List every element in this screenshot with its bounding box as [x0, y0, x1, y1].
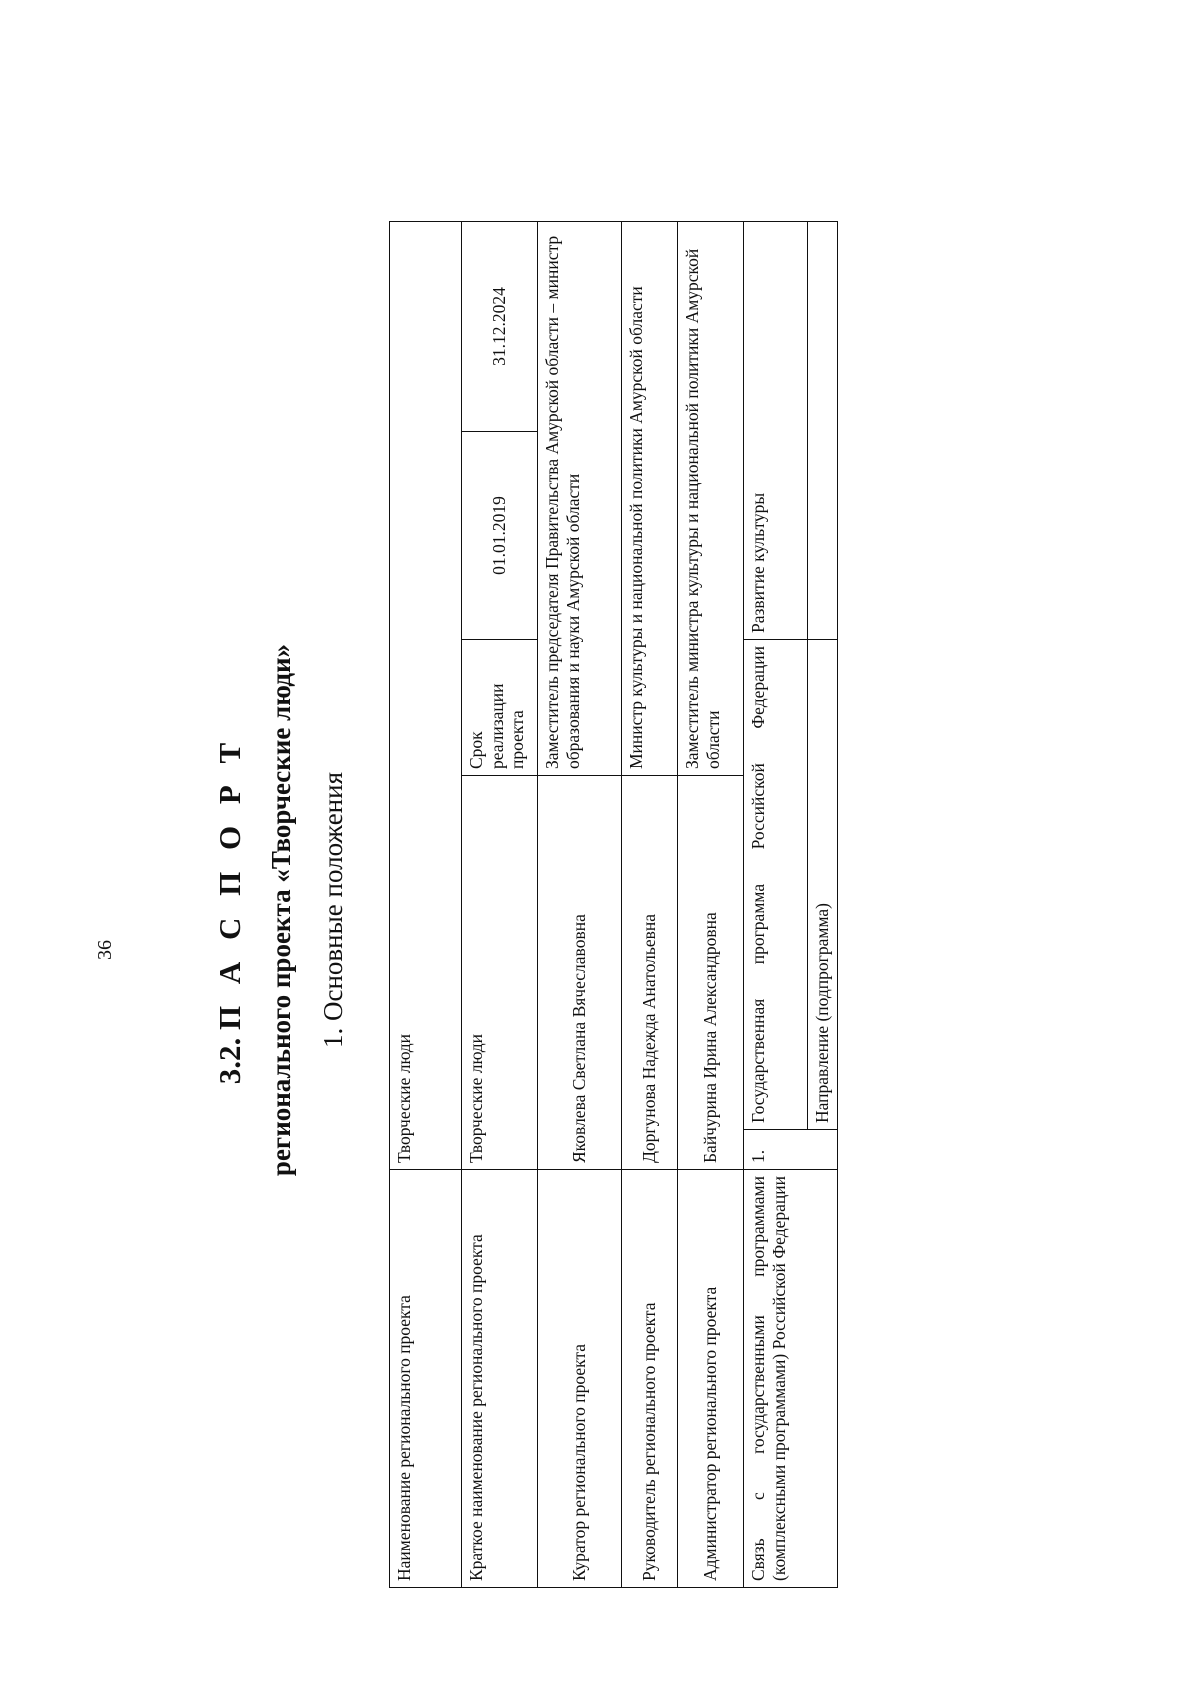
- admin-position: Заместитель министра культуры и национальной политики Амурской области: [678, 221, 744, 775]
- document-page: [20, 220, 1150, 1600]
- passport-word: П А С П О Р Т: [212, 735, 247, 1030]
- link-index: 1.: [744, 1130, 838, 1170]
- admin-name: Байчурина Ирина Александровна: [678, 776, 744, 1170]
- program-label: Государственная программа Российской Федерации: [744, 640, 808, 1130]
- table-row: [678, 221, 744, 1587]
- direction-value: [808, 221, 838, 639]
- page-number: 36: [94, 940, 116, 960]
- head-position: Министр культуры и национальной политики Амурской области: [622, 221, 678, 775]
- curator-position: Заместитель председателя Правительства Амурской области – министр образования и науки Амурской области: [538, 221, 622, 775]
- row-label: Наименование регионального проекта: [390, 1170, 462, 1588]
- row-label: Руководитель регионального проекта: [622, 1170, 678, 1588]
- program-value: Развитие культуры: [744, 221, 808, 639]
- table-row: [462, 221, 538, 1587]
- row-label: Администратор регионального проекта: [678, 1170, 744, 1588]
- row-label: Краткое наименование регионального проекта: [462, 1170, 538, 1588]
- term-label: Срок реализации проекта: [462, 640, 538, 776]
- section-number: 3.2.: [212, 1037, 247, 1085]
- section-heading: 1. Основные положения: [318, 772, 348, 1048]
- term-start: 01.01.2019: [462, 432, 538, 640]
- link-label: Связь с государственными программами (комплексными программами) Российской Федерации: [744, 1170, 838, 1588]
- table-row: [390, 221, 462, 1587]
- passport-table: [389, 221, 838, 1588]
- passport-title: [212, 220, 248, 1600]
- row-value: Творческие люди: [462, 776, 538, 1170]
- term-end: 31.12.2024: [462, 221, 538, 431]
- head-name: Доргунова Надежда Анатольевна: [622, 776, 678, 1170]
- direction-label: Направление (подпрограмма): [808, 640, 838, 1130]
- table-row: [744, 221, 808, 1587]
- table-row: [622, 221, 678, 1587]
- row-label: Куратор регионального проекта: [538, 1170, 622, 1588]
- project-subtitle: регионального проекта «Творческие люди»: [266, 643, 296, 1177]
- curator-name: Яковлева Светлана Вячеславовна: [538, 776, 622, 1170]
- row-value: Творческие люди: [390, 221, 462, 1169]
- table-row: [538, 221, 622, 1587]
